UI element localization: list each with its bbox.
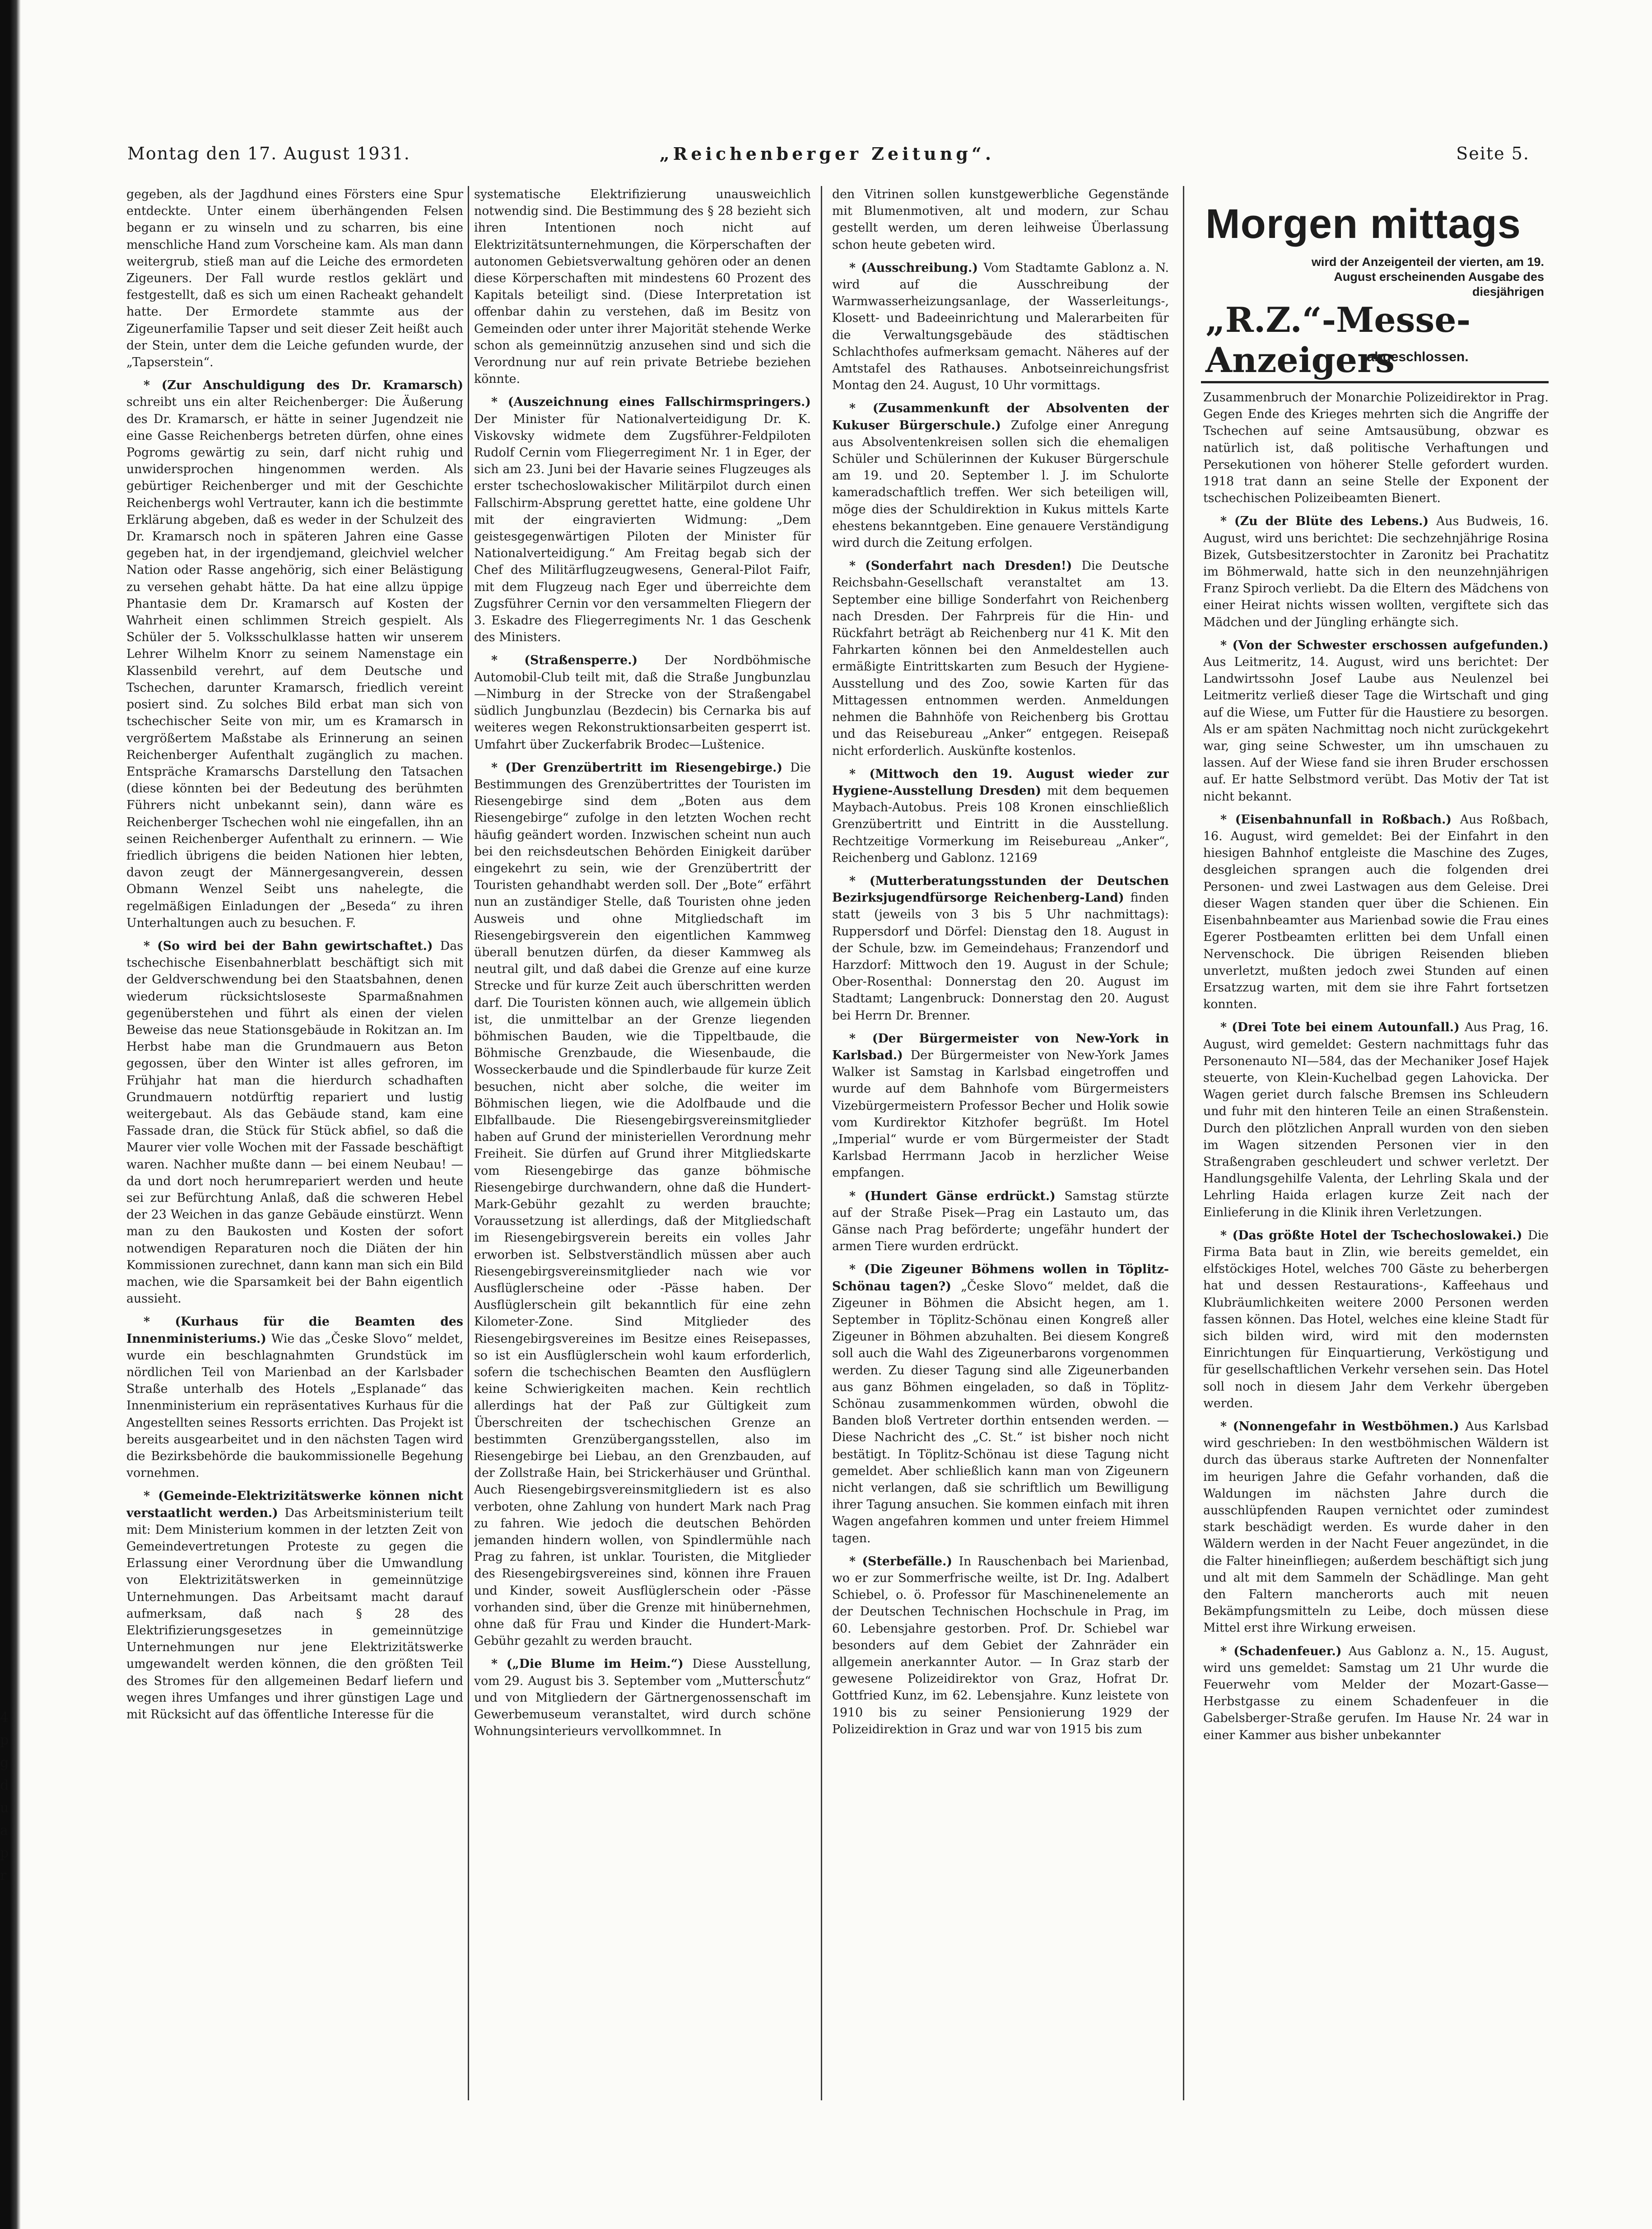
article-paragraph bbox=[832, 873, 1169, 1024]
header-title: „Reichenberger Zeitung“. bbox=[659, 144, 995, 164]
article-heading: * (Nonnengefahr in Westböhmen.) bbox=[1220, 1419, 1466, 1433]
article-heading: * (Das größte Hotel der Tschechoslowakei.) bbox=[1220, 1228, 1528, 1242]
article-heading: * (Von der Schwester erschossen aufgefunden.) bbox=[1220, 638, 1549, 652]
article-heading: * (Schadenfeuer.) bbox=[1220, 1644, 1349, 1658]
article-paragraph bbox=[474, 759, 811, 1650]
article-paragraph bbox=[126, 1313, 463, 1481]
margin-fragment: p bbox=[0, 1845, 9, 1861]
column-rule bbox=[1183, 186, 1184, 2100]
article-paragraph bbox=[832, 558, 1169, 759]
article-heading: * (Sonderfahrt nach Dresden!) bbox=[849, 559, 1082, 573]
article-heading: * (Sterbefälle.) bbox=[849, 1554, 959, 1568]
article-text: Aus Karlsbad wird geschrieben: In den westböhmischen Wäldern ist durch das überaus starke Auftreten der Nonnenfalter im heurigen Jahre die Gefahr vorhanden, daß die Waldungen im nächsten Jahre durch die ausschlüpfenden Raupen vernichtet oder zumindest stark beschädigt werden. Es wurde daher in den Wäldern werden in der Nacht Feuer angezündet, in die die Falter hineinfliegen; außerdem beschäftigt sich jung und alt mit dem Sammeln der Schädlinge. Man geht den Faltern mancherorts auch mit neuen Bekämpfungsmitteln zu Leibe, doch müssen diese Mittel erst ihre Wirkung erweisen. bbox=[1203, 1419, 1549, 1635]
article-text: „Česke Slovo“ meldet, daß die Zigeuner in Böhmen die Absicht hegen, am 1. September in Töplitz-Schönau einen Kongreß aller Zigeuner in Böhmen abzuhalten. Bei diesem Kongreß soll auch die Wahl des Zigeunerbarons vorgenommen werden. Zu dieser Tagung sind alle Zigeunerbanden aus ganz Böhmen eingeladen, so daß in Töplitz-Schönau zusammenkommen würden, obwohl die Banden bloß Vertreter dorthin entsenden werden. — Diese Nachricht des „C. St.“ ist bisher noch nicht bestätigt. In Töplitz-Schönau ist diese Tagung nicht gemeldet. Aber schließlich kann man von Zigeunern nicht verlangen, daß sie schriftlich um Bewilligung ihrer Tagung ansuchen. Sie kommen einfach mit ihren Wagen angefahren kommen und unter freiem Himmel tagen. bbox=[832, 1279, 1169, 1545]
article-heading: * (Gemeinde-Elektrizitätswerke können nicht verstaatlicht werden.) bbox=[126, 1489, 463, 1520]
article-paragraph bbox=[474, 186, 811, 387]
article-heading: * (Der Bürgermeister von New-York in Karlsbad.) bbox=[832, 1031, 1169, 1062]
article-text: Der Bürgermeister von New-York James Walker ist Samstag in Karlsbad eingetroffen und wurde auf dem Bahnhofe vom Bürgermeisters Vizebürgermeistern Professor Becher und Holik sowie vom Kurdirektor Kitzhofer begrüßt. Im Hotel „Imperial“ wurde er vom Bürgermeister der Stadt Karlsbad Herrmann Jacob in herzlicher Weise empfangen. bbox=[832, 1048, 1169, 1180]
article-text: Zufolge einer Anregung aus Absolventenkreisen sollen sich die ehemaligen Schüler und Schülerinnen der Kukuser Bürgerschule am 19. und 20. September l. J. im Schulorte kameradschaftlich treffen. Wer sich beteiligen will, möge dies der Schuldirektion in Kukus mittels Karte ehestens bekanntgeben. Eine genauere Verständigung wird durch die Zeitung erfolgen. bbox=[832, 418, 1169, 550]
article-paragraph bbox=[832, 186, 1169, 253]
article-paragraph bbox=[1203, 811, 1549, 1013]
article-heading: * (Drei Tote bei einem Autounfall.) bbox=[1220, 1020, 1465, 1035]
article-heading: * (Auszeichnung eines Fallschirmspringers.) bbox=[491, 395, 811, 410]
column-rule bbox=[468, 186, 469, 2100]
column-1 bbox=[126, 186, 463, 2100]
article-paragraph bbox=[1203, 1643, 1549, 1744]
article-text: In Rauschenbach bei Marienbad, wo er zur Sommerfrische weilte, ist Dr. Ing. Adalbert Schiebel, o. ö. Professor für Maschinenelemente an der Deutschen Technischen Hochschule in Prag, im 60. Lebensjahre gestorben. Prof. Dr. Schiebel war besonders auf dem Gebiet der Zahnräder ein allgemein anerkannter Autor. — In Graz starb der gewesene Polizeidirektor von Graz, Hofrat Dr. Gottfried Kunz, im 62. Lebensjahre. Kunz leistete von 1910 bis zu seiner Pensionierung 1929 der Polizeidirektion in Graz und war von 1915 bis zum bbox=[832, 1554, 1169, 1736]
ad-headline: Morgen mittags bbox=[1205, 201, 1521, 247]
article-heading: * (So wird bei der Bahn gewirtschaftet.) bbox=[144, 939, 440, 953]
column-3 bbox=[832, 186, 1169, 2100]
margin-fragment: u bbox=[0, 1800, 9, 1816]
article-paragraph bbox=[1203, 1019, 1549, 1220]
margin-fragment: r bbox=[0, 1868, 7, 1884]
article-heading: * (Straßensperre.) bbox=[491, 653, 665, 668]
article-paragraph bbox=[1203, 1227, 1549, 1412]
ad-body: wird der Anzeigenteil der vierten, am 19. August erscheinenden Ausgabe des diesjährigen bbox=[1311, 255, 1544, 298]
article-heading: * (Zur Anschuldigung des Dr. Kramarsch) bbox=[144, 378, 463, 393]
margin-fragment: a bbox=[0, 1823, 8, 1838]
article-text: Aus Roßbach, 16. August, wird gemeldet: Bei der Einfahrt in den hiesigen Bahnhof entgleiste die Maschine des Zuges, desgleichen sprangen auch die folgenden drei Personen- und zwei Lastwagen aus dem Geleise. Drei dieser Wagen standen quer über die Schienen. Ein Eisenbahnbeamter aus Marienbad sowie die Frau eines Egerer Postbeamten erlitten bei dem Unfall einen Nervenschock. Die übrigen Reisenden blieben unverletzt, mußten jedoch zwei Stunden auf einen Ersatzzug warten, mit dem sie ihre Fahrt fortsetzen konnten. bbox=[1203, 812, 1549, 1012]
article-text: Zusammenbruch der Monarchie Polizeidirektor in Prag. Gegen Ende des Krieges mehrten sich die Angriffe der Tschechen auf seine Amtsausübung, obzwar es natürlich ist, daß politische Verhaftungen und Persekutionen von höherer Stelle gefordert wurden. 1918 trat dann an seine Stelle der Exponent der tschechischen Polizeibeamten Bienert. bbox=[1203, 391, 1549, 506]
margin-fragment: 4 bbox=[0, 1710, 9, 1726]
article-paragraph bbox=[474, 1656, 811, 1740]
article-text: Die Deutsche Reichsbahn-Gesellschaft veranstaltet am 13. September eine billige Sonderfahrt von Reichenberg nach Dresden. Der Fahrpreis für die Hin- und Rückfahrt beträgt ab Reichenberg nur 41 K. Mit den Fahrkarten können bei den Anmeldestellen auch ermäßigte Eintrittskarten zum Besuch der Hygiene-Ausstellung und des Zoo, sowie Karten für das Mittagessen entnommen werden. Anmeldungen nehmen die Bahnhöfe von Reichenberg bis Grottau und das Reisebureau „Anker“ entgegen. Reisepaß nicht erforderlich. Auskünfte kostenlos. bbox=[832, 559, 1169, 758]
article-paragraph bbox=[126, 186, 463, 371]
article-heading: * (Zusammenkunft der Absolventen der Kukuser Bürgerschule.) bbox=[832, 401, 1169, 433]
article-paragraph bbox=[1203, 1418, 1549, 1637]
column-2 bbox=[474, 186, 811, 2100]
article-heading: * (Ausschreibung.) bbox=[849, 261, 984, 275]
article-heading: * (Die Zigeuner Böhmens wollen in Töplitz-Schönau tagen?) bbox=[832, 1262, 1169, 1294]
article-text: Aus Leitmeritz, 14. August, wird uns berichtet: Der Landwirtssohn Josef Laube aus Neulenzel bei Leitmeritz verließ dieser Tage die Wirtschaft und ging auf die Wiese, um Futter für die Haustiere zu besorgen. Als er am späten Nachmittag noch nicht zurückgekehrt war, ging seine Schwester, um ihn umschauen zu lassen. Auf der Wiese fand sie ihren Bruder erschossen auf. Er hatte Selbstmord verübt. Das Motiv der Tat ist nicht bekannt. bbox=[1203, 655, 1549, 804]
article-paragraph bbox=[126, 1488, 463, 1723]
article-text: Diese Ausstellung, vom 29. August bis 3. September vom „Muttersch̊utz“ und von Mitgliedern der Gärtnergenossenschaft im Gewerbemuseum veranstaltet, wird durch schöne Wohnungsinterieurs vervollkommnet. In bbox=[474, 1657, 811, 1739]
article-paragraph bbox=[832, 1553, 1169, 1738]
left-margin-fragments bbox=[0, 1707, 18, 1887]
header-date: Montag den 17. August 1931. bbox=[127, 144, 410, 163]
article-text: gegeben, als der Jagdhund eines Försters eine Spur entdeckte. Unter einem überhängenden Felsen begann er zu winseln und zu scharren, bis eine menschliche Hand zum Vorscheine kam. Als man dann weitergrub, stieß man auf die Leiche des ermordeten Zigeuners. Der Fall wurde restlos geklärt und festgestellt, daß es sich um einen Racheakt gehandelt hatte. Der Ermordete stammte aus der Zigeunerfamilie Tapser und seit dieser Zeit heißt auch der Stein, unter dem die Leiche gefunden wurde, der „Tapserstein“. bbox=[126, 187, 463, 370]
article-heading: * (Zu der Blüte des Lebens.) bbox=[1220, 514, 1437, 529]
header-page-number: Seite 5. bbox=[1456, 144, 1530, 163]
article-text: mit dem bequemen Maybach-Autobus. Preis 108 Kronen einschließlich Grenzübertritt und Eintritt in die Ausstellung. Rechtzeitige Vormerkung im Reisebureau „Anker“, Reichenberg und Gablonz. 12169 bbox=[832, 783, 1169, 865]
article-paragraph bbox=[832, 1188, 1169, 1255]
article-text: Der Nordböhmische Automobil-Club teilt mit, daß die Straße Jungbunzlau—Nimburg in der Strecke von der Straßengabel südlich Jungbunzlau (Bezdecin) bis Cernarka bis auf weiteres wegen Rekonstruktionsarbeiten gesperrt ist. Umfahrt über Zuckerfabrik Brodec—Luštenice. bbox=[474, 653, 811, 752]
article-paragraph bbox=[832, 400, 1169, 551]
article-text: Vom Stadtamte Gablonz a. N. wird auf die Ausschreibung der Warmwasserheizungsanlage, der Wasserleitungs-, Klosett- und Badeeinrichtung und Malerarbeiten für die Verwaltungsgebäude des städtischen Schlachthofes aufmerksam gemacht. Näheres auf der Amtstafel des Rathauses. Anbotseinreichungsfrist Montag den 24. August, 10 Uhr vormittags. bbox=[832, 261, 1169, 393]
article-heading: * (Eisenbahnunfall in Roßbach.) bbox=[1220, 812, 1460, 827]
article-text: systematische Elektrifizierung unausweichlich notwendig sind. Die Bestimmung des § 28 bezieht sich ihren Intentionen noch nicht auf Elektrizitätsunternehmungen, die Körperschaften der autonomen Gebietsverwaltung gehören oder an denen diese Körperschaften mit mindestens 60 Prozent des Kapitals beteiligt sind. (Diese Interpretation ist offenbar dahin zu verstehen, daß im Besitz von Gemeinden oder unter ihrer Majorität stehende Werke schon als gemeinnützig anzusehen sind und sich die Verordnung nur auf rein private Betriebe beziehen könnte. bbox=[474, 187, 811, 386]
article-text: Samstag stürzte auf der Straße Pisek—Prag ein Lastauto um, das Gänse nach Prag beförderte; ungefähr hundert der armen Tiere wurden erdrückt. bbox=[832, 1189, 1169, 1254]
ad-closed-text: abgeschlossen. bbox=[1367, 349, 1469, 364]
article-paragraph bbox=[126, 938, 463, 1307]
article-text: Wie das „Česke Slovo“ meldet, wurde ein beschlagnahmten Grundstück im nördlichen Teil von Marienbad an der Karlsbader Straße unterhalb des Hotels „Esplanade“ das Innenministerium ein repräsentatives Kurhaus für die Angestellten seines Ressorts errichten. Das Projekt ist bereits ausgearbeitet und in den nächsten Tagen wird die Bezirksbehörde die baukommissionelle Begehung vornehmen. bbox=[126, 1331, 463, 1480]
article-text: Aus Prag, 16. August, wird gemeldet: Gestern nachmittags fuhr das Personenauto NI—584, das der Mechaniker Josef Hajek steuerte, von Klein-Kuchelbad gegen Lahovicka. Der Wagen geriet durch falsche Bremsen ins Schleudern und fuhr mit den hinteren Teile an einen Straßenstein. Durch den plötzlichen Anprall wurden von den sieben im Wagen sitzenden Personen vier in den Straßengraben geschleudert und schwer verletzt. Der Handlungsgehilfe Valenta, der Lehrling Skala und der Lehrling Haida erlagen kurze Zeit nach der Einlieferung in die Klinik ihren Verletzungen. bbox=[1203, 1020, 1549, 1219]
article-paragraph bbox=[126, 377, 463, 931]
column-4 bbox=[1203, 389, 1549, 2100]
advertisement-box bbox=[1201, 187, 1549, 383]
article-heading: * („Die Blume im Heim.“) bbox=[491, 1657, 693, 1671]
page-header bbox=[127, 144, 1530, 175]
article-text: finden statt (jeweils von 3 bis 5 Uhr nachmittags): Ruppersdorf und Dörfel: Dienstag den 18. August in der Schule, bzw. im Gemeindehaus; Franzendorf und Harzdorf: Mittwoch den 19. August in der Schule; Ober-Rosenthal: Donnerstag den 20. August im Stadtamt; Langenbruck: Donnerstag den 20. August bei Herrn Dr. Brenner. bbox=[832, 891, 1169, 1023]
ad-publication-name: „R.Z.“-Messe-Anzeigers bbox=[1205, 300, 1471, 380]
article-text: Das Arbeitsministerium teilt mit: Dem Ministerium kommen in der letzten Zeit von Gemeindevertretungen Proteste zu gegen die Erlassung einer Verordnung über die Umwandlung von Elektrizitätswerken in gemeinnützige Unternehmungen. Das Arbeitsamt macht darauf aufmerksam, daß nach § 28 des Elektrifizierungsgesetzes in gemeinnützige Unternehmungen nur jene Elektrizitätswerke umgewandelt werden können, die den größten Teil des Stromes für den allgemeinen Bedarf liefern und wegen ihres Umfanges und ihrer günstigen Lage und mit Rücksicht auf das öffentliche Interesse für die bbox=[126, 1506, 463, 1722]
article-text: schreibt uns ein alter Reichenberger: Die Äußerung des Dr. Kramarsch, er hätte in seiner Jugendzeit nie eine Gasse Reichenbergs betreten dürfen, ohne eines Pogroms gewärtig zu sein, darf nicht ruhig und unwidersprochen hingenommen werden. Als gebürtiger Reichenberger und mit der Geschichte Reichenbergs wohl Vertrauter, kann ich die bestimmte Erklärung abgeben, daß es weder in der Schulzeit des Dr. Kramarsch noch in späteren Jahren eine Gasse gegeben hat, in der irgendjemand, gleichviel welcher Nation oder Rasse angehörig, sich einer Belästigung zu versehen gehabt hätte. Da hat eine allzu üppige Phantasie dem Dr. Kramarsch auf Kosten der Wahrheit einen schlimmen Streich gespielt. Als Schüler der 5. Volksschulklasse hatten wir unserem Lehrer Wilhelm Knorr zu seinem Namenstage ein Klassenbild verehrt, auf dem Deutsche und Tschechen, darunter Kramarsch, friedlich vereint posiert sind. Zu solches Bild erbat man sich von tschechischer Seite von mir, um es Kramarsch in vergrößertem Maßstabe als Erinnerung an seinen Reichenberger Aufenthalt zugänglich zu machen. Entspräche Kramarschs Darstellung den Tatsachen (diese könnten bei der Bedeutung des berühmten Führers nicht unbekannt sein), dann wäre es Reichenberger Tschechen wohl nie eingefallen, ihn an seinen Reichenberger Aufenthalt zu erinnern. — Wie friedlich übrigens die beiden Nationen hier lebten, davon zeugt der Männergesangverein, dessen Obmann Wenzel Seibt uns nahelegte, die regelmäßigen Einladungen der „Beseda“ zu ihren Unterhaltungen auch zu besuchen. F. bbox=[126, 395, 463, 930]
article-heading: * (Hundert Gänse erdrückt.) bbox=[849, 1189, 1065, 1203]
article-heading: * (Mutterberatungsstunden der Deutschen Bezirksjugendfürsorge Reichenberg-Land) bbox=[832, 874, 1169, 905]
article-text: Die Firma Bata baut in Zlin, wie bereits gemeldet, ein elfstöckiges Hotel, welches 700 Gäste zu beherbergen hat und dessen Restaurations-, Kaffeehaus und Klubräumlichkeiten weitere 2000 Personen werden fassen können. Das Hotel, welches eine kleine Stadt für sich bilden wird, wird mit den modernsten Einrichtungen für Einquartierung, Verköstigung und für gesellschaftlichen Verkehr versehen sein. Das Hotel soll noch in diesem Jahr dem Verkehr übergeben werden. bbox=[1203, 1228, 1549, 1410]
article-paragraph bbox=[474, 652, 811, 753]
article-paragraph bbox=[832, 1030, 1169, 1182]
article-heading: * (Der Grenzübertritt im Riesengebirge.) bbox=[491, 760, 791, 775]
article-paragraph bbox=[832, 766, 1169, 866]
article-paragraph bbox=[474, 394, 811, 646]
article-paragraph bbox=[1203, 513, 1549, 630]
article-text: Das tschechische Eisenbahnerblatt beschäftigt sich mit der Geldverschwendung bei den Staatsbahnen, denen wiederum rücksichtsloseste Sparmaßnahmen gegenüberstehen und führt als einen der vielen Beweise das neue Stationsgebäude in Rokitzan an. Im Herbst habe man die Grundmauern aus Beton gegossen, über den Winter ist alles gefroren, im Frühjahr hat man die hierdurch schadhaften Grundmauern notdürftig repariert und lustig weitergebaut. Als das Gebäude stand, kam eine Fassade dran, die Stück für Stück abfiel, so daß die Maurer vier volle Wochen mit der Fassade beschäftigt waren. Nachher mußte dann — bei einem Neubau! — da und dort noch herumrepariert werden und heute sei zur Befürchtung Anlaß, daß die schweren Hebel der 23 Weichen in das ganze Gebäude einstürzt. Wenn man zu den Baukosten und Kosten der sofort notwendigen Reparaturen noch die Diäten der hin Kommissionen zurechnet, dann kann man sich ein Bild machen, wie die Sparsamkeit bei der Bahn eigentlich aussieht. bbox=[126, 939, 463, 1306]
article-heading: * (Mittwoch den 19. August wieder zur Hygiene-Ausstellung Dresden) bbox=[832, 767, 1169, 798]
article-paragraph bbox=[832, 1261, 1169, 1546]
article-text: Der Minister für Nationalverteidigung Dr. K. Viskovsky widmete dem Zugsführer-Feldpiloten Rudolf Cernin vom Fliegerregiment Nr. 1 in Eger, der sich am 23. Juni bei der Havarie seines Flugzeuges als erster tschechoslowakischer Militärpilot durch einen Fallschirm-Absprung gerettet hatte, eine goldene Uhr mit der eingravierten Widmung: „Dem geistesgegenwärtigen Piloten der Minister für Nationalverteidigung.“ Am Freitag begab sich der Chef des Militärflugzeugwesens, General-Pilot Faifr, mit dem Flugzeug nach Eger und überreichte dem Zugsführer Cernin vor den versammelten Fliegern der 3. Eskadre des Fliegerregiments Nr. 1 das Geschenk des Ministers. bbox=[474, 412, 811, 645]
column-rule bbox=[821, 186, 822, 2100]
margin-fragment: g bbox=[0, 1755, 9, 1771]
article-paragraph bbox=[1203, 637, 1549, 805]
article-text: Die Bestimmungen des Grenzübertrittes der Touristen im Riesengebirge sind dem „Boten aus dem Riesengebirge“ zufolge in den letzten Wochen recht häufig geändert worden. Inzwischen scheint nun auch bei den reichsdeutschen Behörden Einigkeit darüber eingekehrt zu sein, wie der Grenzübertritt der Touristen gehandhabt werden soll. Der „Bote“ erfährt nun an zuständiger Stelle, daß Touristen ohne jeden Ausweis und ohne Mitgliedschaft im Riesengebirgsverein den eigentlichen Kammweg überall benutzen dürfen, da dieser Kammweg als neutral gilt, und daß dabei die Grenze auf eine kurze Strecke und für kurze Zeit auch überschritten werden darf. Die Touristen können auch, wie allgemein üblich ist, die unmittelbar an der Grenze liegenden böhmischen Bauden, wie die Tippeltbaude, die Böhmische Grenzbaude, die Wiesenbaude, die Wosseckerbaude und die Spindlerbaude für kurze Zeit besuchen, nicht aber solche, die weiter im Böhmischen liegen, wie die Adolfbaude und die Elbfallbaude. Die Riesengebirgsvereinsmitglieder haben auf Grund der ministeriellen Verordnung mehr Freiheit. Sie dürfen auf Grund ihrer Mitgliedskarte vom Riesengebirge das ganze böhmische Riesengebirge durchwandern, ohne daß die Hundert-Mark-Gebühr gezahlt zu werden brauchte; Voraussetzung ist allerdings, daß der Mitgliedschaft im Riesengebirgsverein bereits ein volles Jahr erworben ist. Selbstverständlich müssen aber auch Riesengebirgsvereinsmitglieder nach wie vor Ausflüglerscheine oder -Pässe haben. Der Ausflüglerschein gilt bekanntlich für eine zehn Kilometer-Zone. Sind Mitglieder des Riesengebirgsvereines im Besitze eines Reisepasses, so ist ein Ausflüglerschein wohl kaum erforderlich, sofern die tschechischen Beamten den Ausflüglern keine Schwierigkeiten machen. Kein rechtlich allerdings hat der Paß zur Gültigkeit zum Überschreiten der tschechischen Grenze an bestimmten Grenzübergangsstellen, also im Riesengebirge bei Liebau, an den Grenzbauden, auf der Zollstraße Hain, bei Strickerhäuser und Grünthal. Auch Riesengebirgsvereinsmitgliedern ist es also verboten, ohne Zahlung von hundert Mark nach Prag zu fahren. Wie jedoch die deutschen Behörden jemanden hindern wollen, von Spindlermühle nach Prag zu fahren, ist unklar. Touristen, die Mitglieder des Riesengebirgsvereines sind, können ihre Frauen und Kinder, soweit Ausflüglerschein oder -Pässe vorhanden sind, über die Grenze mit hinübernehmen, ohne daß für Frau und Kinder die Hundert-Mark-Gebühr gezahlt zu werden braucht. bbox=[474, 760, 811, 1648]
article-paragraph bbox=[832, 260, 1169, 394]
article-text: den Vitrinen sollen kunstgewerbliche Gegenstände mit Blumenmotiven, alt und modern, zur Schau gestellt werden, um deren leihweise Überlassung schon heute gebeten wird. bbox=[832, 187, 1169, 252]
article-heading: * (Kurhaus für die Beamten des Innenministeriums.) bbox=[126, 1315, 463, 1346]
article-text: Aus Budweis, 16. August, wird uns berichtet: Die sechzehnjährige Rosina Bizek, Gutsbesitzerstochter in Zaronitz bei Prachatitz im Böhmerwald, hatte sich in den neunzehnjährigen Franz Spiroch verliebt. Da die Eltern des Mädchens von einer Heirat nichts wissen wollten, vergiftete sich das Mädchen und der Jüngling erhängte sich. bbox=[1203, 514, 1549, 629]
margin-fragment: d bbox=[0, 1778, 9, 1793]
article-paragraph bbox=[1203, 389, 1549, 507]
margin-fragment: p bbox=[0, 1732, 9, 1748]
scan-edge bbox=[0, 0, 21, 2229]
article-text: Aus Gablonz a. N., 15. August, wird uns gemeldet: Samstag um 21 Uhr wurde die Feuerwehr vom Melder der Mozart-Gasse—Herbstgasse zu einem Schadenfeuer in die Gabelsberger-Straße gerufen. Im Hause Nr. 24 war in einer Kammer aus bisher unbekannter bbox=[1203, 1644, 1549, 1742]
